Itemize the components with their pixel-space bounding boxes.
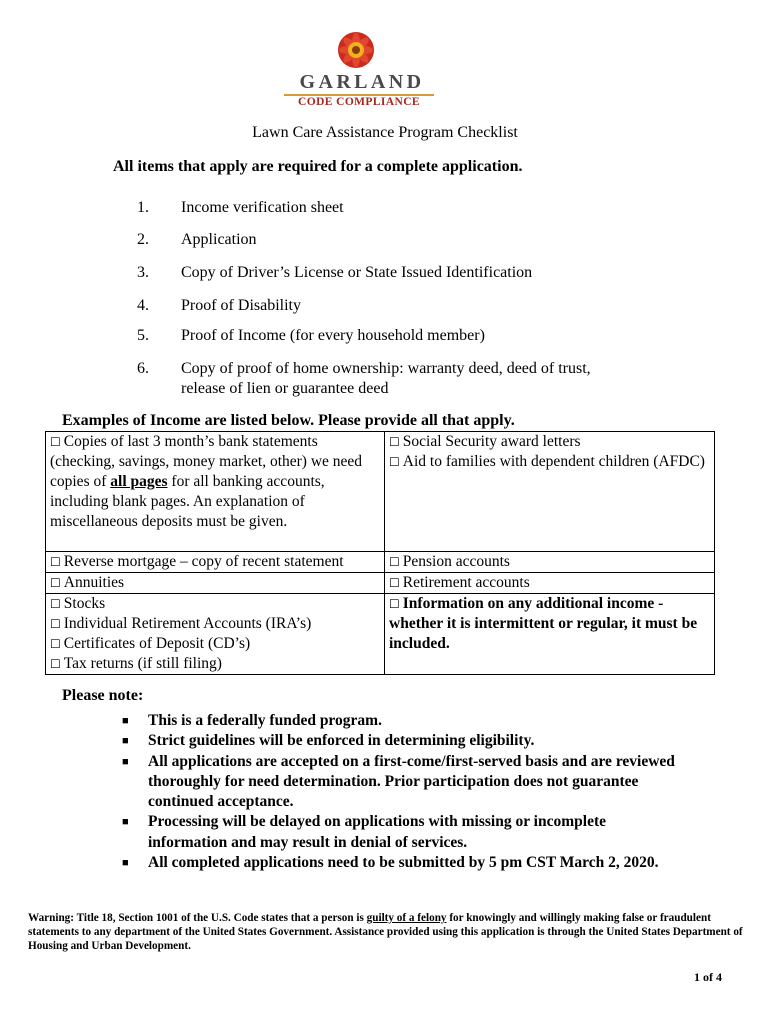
checkbox-icon[interactable]: ☐ [389,455,400,469]
legal-warning [28,911,744,953]
logo-subtitle: CODE COMPLIANCE [298,96,420,108]
examples-heading: Examples of Income are listed below. Please provide all that apply. [62,412,515,429]
checklist-text: Copy of Driver’s License or State Issued Identification [181,264,533,281]
list-item [122,731,682,751]
checklist-text: Proof of Income (for every household member) [181,327,485,344]
table-cell [46,573,385,594]
garland-flower-logo-icon [336,30,376,70]
warning-text: Warning: Title 18, Section 1001 of the U.S. Code states that a person is [28,912,367,924]
checklist-number: 4. [137,297,149,314]
note-text: This is a federally funded program. [148,712,382,729]
checkbox-icon[interactable]: ☐ [389,597,400,611]
table-cell [46,432,385,552]
table-row [46,432,715,552]
logo-name: GARLAND [299,71,425,93]
income-option-label: Reverse mortgage – copy of recent statement [63,553,344,570]
checkbox-icon[interactable]: ☐ [50,617,61,631]
list-item [122,812,682,853]
table-cell [385,552,715,573]
income-option-label: Social Security award letters [402,433,581,450]
income-option [50,654,381,674]
bullet-icon: ■ [122,715,129,727]
table-row [46,552,715,573]
checkbox-icon[interactable]: ☐ [50,555,61,569]
note-heading: Please note: [62,687,144,704]
checkbox-icon[interactable]: ☐ [389,435,400,449]
page-subtitle: All items that apply are required for a complete application. [113,158,523,175]
checkbox-icon[interactable]: ☐ [50,657,61,671]
income-option-label: Tax returns (if still filing) [63,655,222,672]
table-cell [385,432,715,552]
page-title: Lawn Care Assistance Program Checklist [252,124,518,141]
bullet-icon: ■ [122,816,129,829]
list-item [122,711,682,731]
income-option-label: Individual Retirement Accounts (IRA’s) [63,615,312,632]
checkbox-icon[interactable]: ☐ [50,576,61,590]
income-option-label: Certificates of Deposit (CD’s) [63,635,251,652]
income-option-label: Stocks [63,595,106,612]
checkbox-icon[interactable]: ☐ [389,576,400,590]
additional-income-note: Information on any additional income - whether it is intermittent or regular, it must be included. [389,595,698,652]
income-option-label: Annuities [63,574,125,591]
income-option [50,594,381,614]
note-text: All completed applications need to be submitted by 5 pm CST March 2, 2020. [148,854,659,872]
checkbox-icon[interactable]: ☐ [50,435,61,449]
checklist-number: 3. [137,264,149,281]
bullet-icon: ■ [122,755,129,768]
checklist-text: Income verification sheet [181,199,344,216]
warning-text-end: for knowingly and willingly making false or fraudulent statements to any department of the United States Government. Assistance provided using this application is through the United States Department of Housing and Urban Development. [28,912,743,952]
all-pages-emphasis: all pages [110,473,168,490]
income-option [389,432,711,452]
checklist-text: Copy of proof of home ownership: warranty deed, deed of trust, release of lien or guarantee deed [181,360,591,397]
checklist-text: Application [181,231,257,248]
checkbox-icon[interactable]: ☐ [50,637,61,651]
table-cell [385,573,715,594]
felony-emphasis: guilty of a felony [366,912,447,924]
checklist-number: 5. [137,327,149,344]
table-cell [46,552,385,573]
checklist-number: 2. [137,231,149,248]
notes-list [122,711,682,873]
list-item [122,853,682,873]
checkbox-icon[interactable]: ☐ [50,597,61,611]
income-option-label: Aid to families with dependent children (AFDC) [402,453,705,470]
note-text: Processing will be delayed on applications with missing or incomplete information and may result in denial of services. [148,813,606,851]
income-option [50,634,381,654]
income-option [50,614,381,634]
bullet-icon: ■ [122,735,129,748]
note-text: All applications are accepted on a first-come/first-served basis and are reviewed thoroughly for need determination. Prior participation does not guarantee continued acceptance. [148,752,675,811]
checklist-number: 6. [137,360,149,377]
table-row [46,573,715,594]
checkbox-icon[interactable]: ☐ [389,555,400,569]
table-cell [385,594,715,675]
income-examples-table [45,431,715,675]
bank-statements-text-end: for all banking accounts, including blank pages. An explanation of miscellaneous deposits must be given. [50,473,325,530]
income-option-label: Pension accounts [402,553,510,570]
checklist-number: 1. [137,199,149,216]
checklist-text: Proof of Disability [181,297,301,314]
bullet-icon: ■ [122,857,129,870]
note-text: Strict guidelines will be enforced in determining eligibility. [148,732,535,750]
page-number: 1 of 4 [694,970,722,984]
income-option [389,452,711,472]
table-row [46,594,715,675]
list-item [122,752,682,813]
income-option-label: Retirement accounts [402,574,530,591]
table-cell [46,594,385,675]
bank-statements-text: Copies of last 3 month’s bank statements (checking, savings, money market, other) we need copies of [50,433,363,490]
